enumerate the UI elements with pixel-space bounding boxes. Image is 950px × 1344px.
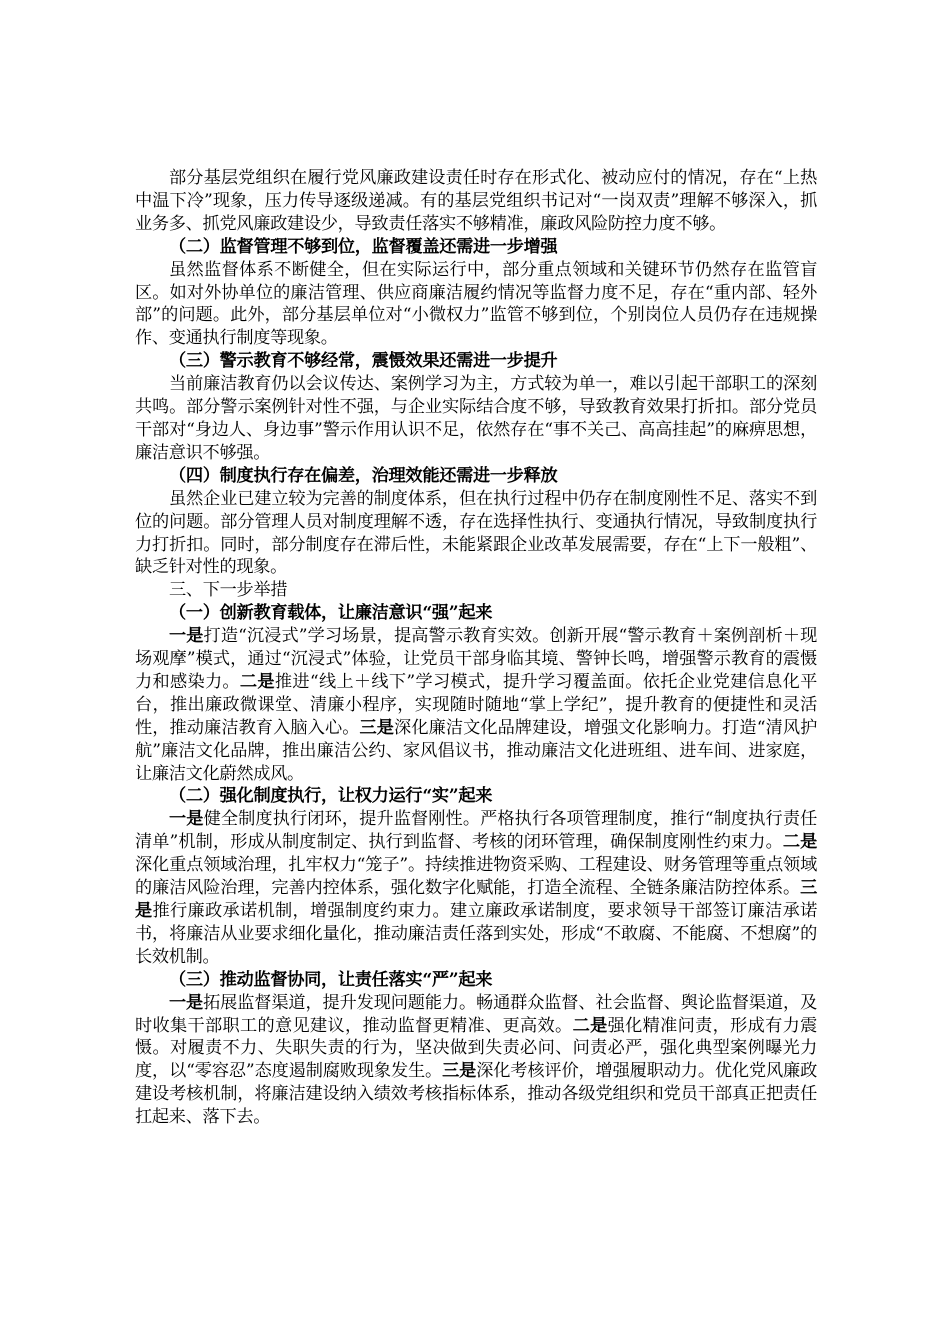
document-page <box>135 167 817 1129</box>
paragraph-supervision: 虽然监督体系不断健全，但在实际运行中，部分重点领域和关键环节仍然存在监管盲区。如对外协单位的廉洁管理、供应商廉洁履约情况等监督力度不足，存在“重内部、轻外部”的问题。此外，部分基层单位对“小微权力”监管不够到位，个别岗位人员仍存在违规操作、变通执行制度等现象。 <box>135 259 817 349</box>
measure-text: 推进“线上＋线下”学习模式，提升学习覆盖面。依托企业党建信息化平台，推出廉政微课堂、清廉小程序，实现随时随地“掌上学纪”，提升教育的便捷性和灵活性，推动廉洁教育入脑入心。 <box>135 671 818 738</box>
lead-third: 三是 <box>442 1061 477 1082</box>
section-heading-next-steps: 三、下一步举措 <box>169 580 288 601</box>
paragraph-responsibility: 部分基层党组织在履行党风廉政建设责任时存在形式化、被动应付的情况，存在“上热中温下冷”现象，压力传导逐级递减。有的基层党组织书记对“一岗双责”理解不够深入，抓业务多、抓党风廉政建设少，导致责任落实不够精准，廉政风险防控力度不够。 <box>135 168 817 234</box>
lead-second: 二是 <box>572 1015 608 1036</box>
lead-second: 二是 <box>239 671 275 692</box>
lead-first: 一是 <box>169 626 204 647</box>
measure-text: 推行廉政承诺机制，增强制度约束力。建立廉政承诺制度，要求领导干部签订廉洁承诺书，将廉洁从业要求细化量化，推动廉洁责任落到实处，形成“不敢腐、不能腐、不想腐”的长效机制。 <box>135 901 818 967</box>
measure-text: 深化重点领域治理，扎牢权力“笼子”。持续推进物资采购、工程建设、财务管理等重点领域的廉洁风险治理，完善内控体系，强化数字化赋能，打造全流程、全链条廉洁防控体系。 <box>135 855 817 899</box>
heading-system-execution: （四）制度执行存在偏差，治理效能还需进一步释放 <box>169 465 558 486</box>
paragraph-warning-education: 当前廉洁教育仍以会议传达、案例学习为主，方式较为单一，难以引起干部职工的深刻共鸣。部分警示案例针对性不强，与企业实际结合度不够，导致教育效果打折扣。部分党员干部对“身边人、身边事”警示作用认识不足，依然存在“事不关己、高高挂起”的麻痹思想，廉洁意识不够强。 <box>135 374 817 463</box>
measure-text: 拓展监督渠道，提升发现问题能力。畅通群众监督、社会监督、舆论监督渠道，及时收集干部职工的意见建议，推动监督更精准、更高效。 <box>135 992 817 1036</box>
heading-innovate-education: （一）创新教育载体，让廉洁意识“强”起来 <box>169 603 493 624</box>
paragraph-strengthen-execution <box>135 808 817 968</box>
lead-first: 一是 <box>169 809 204 830</box>
lead-second: 二是 <box>782 832 818 853</box>
heading-warning-education: （三）警示教育不够经常，震慑效果还需进一步提升 <box>169 351 558 372</box>
lead-third: 三是 <box>359 717 395 738</box>
measure-text: 深化考核评价，增强履职动力。优化党风廉政建设考核机制，将廉洁建设纳入绩效考核指标体系，推动各级党组织和党员干部真正把责任扛起来、落下去。 <box>135 1061 817 1128</box>
lead-third: 三是 <box>135 878 817 921</box>
lead-first: 一是 <box>169 992 204 1013</box>
paragraph-innovate-education <box>135 625 817 785</box>
paragraph-system-execution: 虽然企业已建立较为完善的制度体系，但在执行过程中仍存在制度刚性不足、落实不到位的问题。部分管理人员对制度理解不透，存在选择性执行、变通执行情况，导致制度执行力打折扣。同时，部分制度存在滞后性，未能紧跟企业改革发展需要，存在“上下一般粗”、缺乏针对性的现象。 <box>135 488 817 578</box>
measure-text: 强化精准问责，形成有力震慑。对履责不力、失职失责的行为，坚决做到失责必问、问责必严，强化典型案例曝光力度，以“零容忍”态度遏制腐败现象发生。 <box>135 1015 817 1082</box>
measure-text: 打造“沉浸式”学习场景，提高警示教育实效。创新开展“警示教育＋案例剖析＋现场观摩”模式，通过“沉浸式”体验，让党员干部身临其境、警钟长鸣，增强警示教育的震慑力和感染力。 <box>135 626 817 692</box>
heading-supervision: （二）监督管理不够到位，监督覆盖还需进一步增强 <box>169 236 558 257</box>
measure-text: 健全制度执行闭环，提升监督刚性。严格执行各项管理制度，推行“制度执行责任清单”机制，形成从制度制定、执行到监督、考核的闭环管理，确保制度刚性约束力。 <box>135 809 817 853</box>
heading-strengthen-execution: （二）强化制度执行，让权力运行“实”起来 <box>169 786 493 807</box>
heading-supervision-coordination: （三）推动监督协同，让责任落实“严”起来 <box>169 969 493 990</box>
measure-text: 深化廉洁文化品牌建设，增强文化影响力。打造“清风护航”廉洁文化品牌，推出廉洁公约、家风倡议书，推动廉洁文化进班组、进车间、进家庭，让廉洁文化蔚然成风。 <box>135 717 817 784</box>
paragraph-supervision-coordination <box>135 992 817 1129</box>
